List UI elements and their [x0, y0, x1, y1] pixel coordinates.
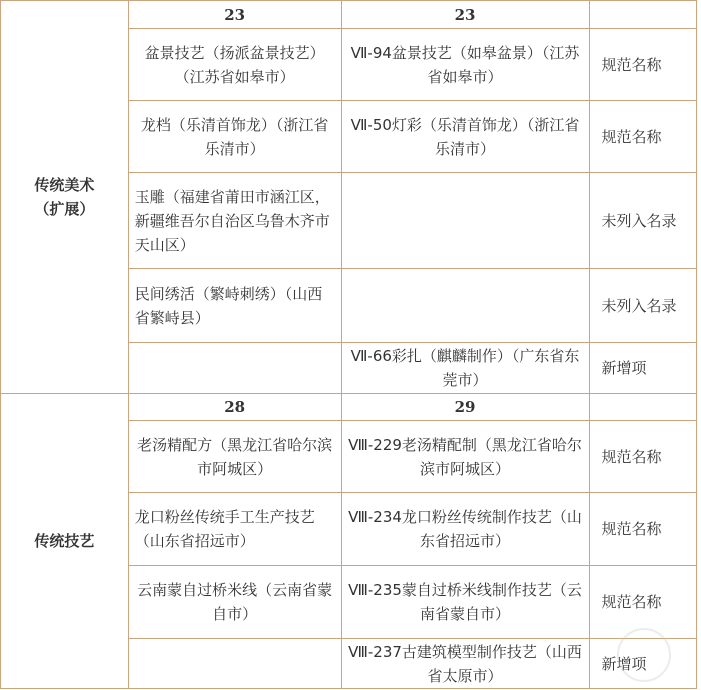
old-item-cell: 盆景技艺（扬派盆景技艺）（江苏省如皋市） — [128, 29, 341, 101]
empty-cell — [589, 394, 697, 421]
new-item-cell — [341, 173, 589, 269]
count-cell: 29 — [341, 394, 589, 421]
new-item-cell: Ⅶ-66彩扎（麒麟制作）（广东省东莞市） — [341, 343, 589, 394]
note-cell: 新增项 — [589, 639, 697, 689]
old-item-cell: 民间绣活（繁峙刺绣）（山西省繁峙县） — [128, 269, 341, 343]
count-cell: 23 — [341, 1, 589, 29]
note-cell: 规范名称 — [589, 101, 697, 173]
old-item-cell: 云南蒙自过桥米线（云南省蒙自市） — [128, 566, 341, 639]
old-item-cell — [128, 639, 341, 689]
note-cell: 规范名称 — [589, 493, 697, 566]
new-item-cell: Ⅷ-237古建筑模型制作技艺（山西省太原市） — [341, 639, 589, 689]
new-item-cell: Ⅶ-50灯彩（乐清首饰龙）（浙江省乐清市） — [341, 101, 589, 173]
watermark-logo — [617, 628, 671, 682]
category-label: 传统技艺 — [34, 532, 95, 550]
category-cell — [1, 1, 129, 394]
note-cell: 未列入名录 — [589, 269, 697, 343]
note-cell: 新增项 — [589, 343, 697, 394]
count-row — [1, 394, 697, 421]
note-cell: 规范名称 — [589, 29, 697, 101]
old-item-cell: 龙口粉丝传统手工生产技艺（山东省招远市） — [128, 493, 341, 566]
category-label: 传统美术 （扩展） — [34, 176, 95, 218]
old-item-cell: 龙档（乐清首饰龙）（浙江省乐清市） — [128, 101, 341, 173]
new-item-cell — [341, 269, 589, 343]
note-cell: 未列入名录 — [589, 173, 697, 269]
empty-cell — [589, 1, 697, 29]
new-item-cell: Ⅷ-234龙口粉丝传统制作技艺（山东省招远市） — [341, 493, 589, 566]
category-cell — [1, 394, 129, 689]
count-cell: 28 — [128, 394, 341, 421]
count-cell: 23 — [128, 1, 341, 29]
new-item-cell: Ⅷ-235蒙自过桥米线制作技艺（云南省蒙自市） — [341, 566, 589, 639]
note-cell: 规范名称 — [589, 566, 697, 639]
new-item-cell: Ⅷ-229老汤精配制（黑龙江省哈尔滨市阿城区） — [341, 421, 589, 493]
old-item-cell: 老汤精配方（黑龙江省哈尔滨市阿城区） — [128, 421, 341, 493]
old-item-cell — [128, 343, 341, 394]
old-item-cell: 玉雕（福建省莆田市涵江区，新疆维吾尔自治区乌鲁木齐市天山区） — [128, 173, 341, 269]
new-item-cell: Ⅶ-94盆景技艺（如皋盆景）（江苏省如皋市） — [341, 29, 589, 101]
note-cell: 规范名称 — [589, 421, 697, 493]
count-row — [1, 1, 697, 29]
